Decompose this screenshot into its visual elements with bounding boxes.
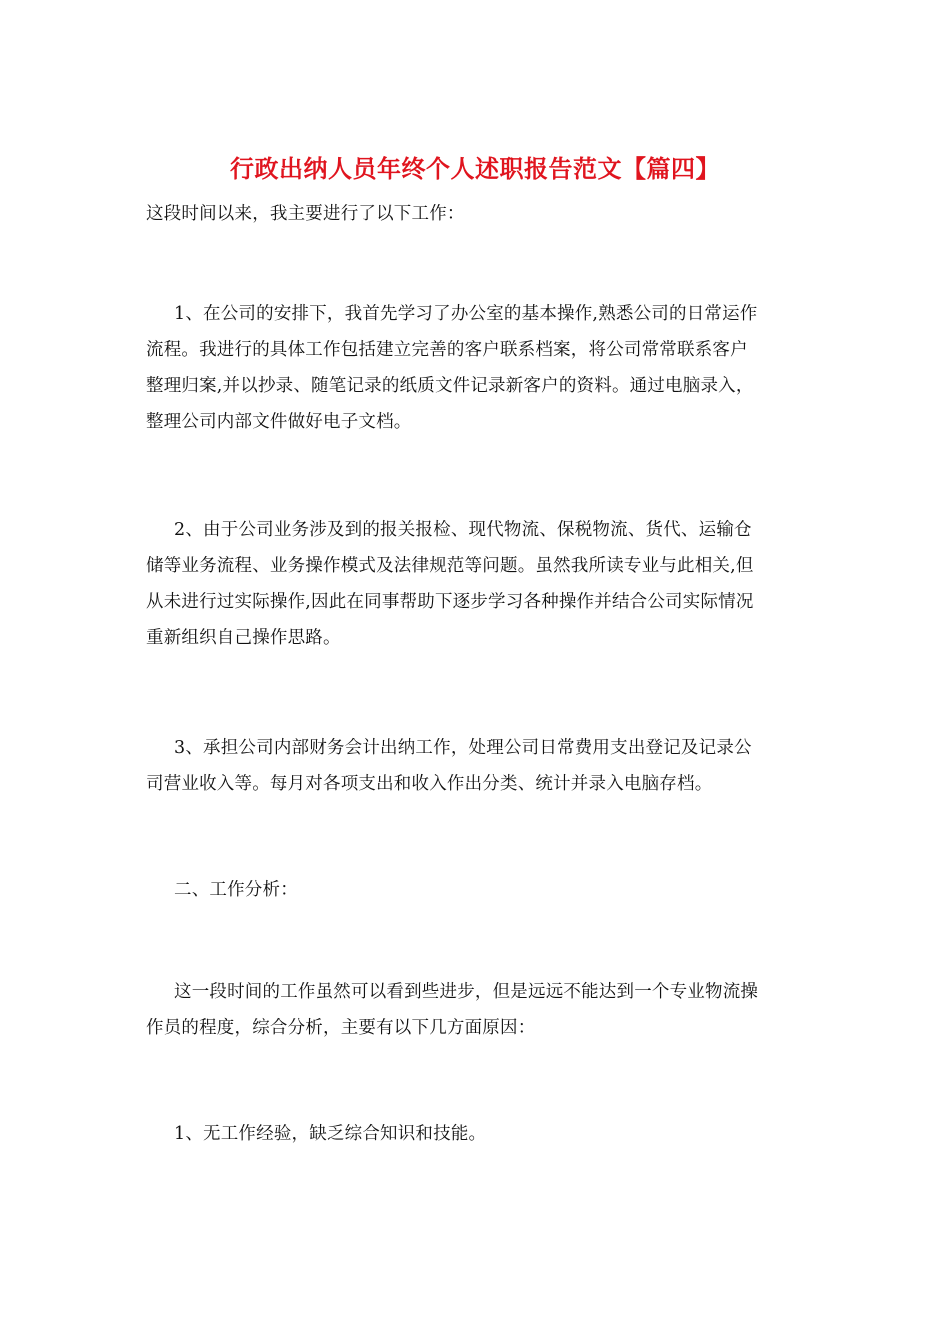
work-item-3-paragraph	[146, 730, 806, 802]
work-item-2-line-2: 储等业务流程、业务操作模式及法律规范等问题。虽然我所读专业与此相关,但	[146, 556, 754, 576]
intro-line: 这段时间以来，我主要进行了以下工作：	[146, 204, 465, 224]
reason-1-line: 1、无工作经验，缺乏综合知识和技能。	[174, 1124, 487, 1144]
reason-1-paragraph	[146, 1116, 806, 1152]
work-item-1-line-3: 整理归案,并以抄录、随笔记录的纸质文件记录新客户的资料。通过电脑录入，	[146, 376, 754, 396]
document-title: 行政出纳人员年终个人述职报告范文【篇四】	[230, 154, 720, 183]
work-item-1-line-2: 流程。我进行的具体工作包括建立完善的客户联系档案，将公司常常联系客户	[146, 340, 748, 360]
work-item-2-paragraph	[146, 512, 806, 656]
work-item-3-line-2: 司营业收入等。每月对各项支出和收入作出分类、统计并录入电脑存档。	[146, 774, 713, 794]
analysis-paragraph	[146, 974, 806, 1046]
work-item-1-paragraph	[146, 296, 806, 440]
analysis-line-1: 这一段时间的工作虽然可以看到些进步，但是远远不能达到一个专业物流操	[174, 982, 759, 1002]
work-item-2-line-1: 2、由于公司业务涉及到的报关报检、现代物流、保税物流、货代、运输仓	[174, 520, 752, 540]
section-2-heading-text: 二、工作分析：	[174, 880, 298, 900]
section-2-heading	[146, 872, 806, 908]
work-item-2-line-3: 从未进行过实际操作,因此在同事帮助下逐步学习各种操作并结合公司实际情况	[146, 592, 754, 612]
intro-paragraph	[146, 196, 806, 232]
work-item-2-line-4: 重新组织自己操作思路。	[146, 628, 341, 648]
work-item-1-line-4: 整理公司内部文件做好电子文档。	[146, 412, 412, 432]
work-item-3-line-1: 3、承担公司内部财务会计出纳工作，处理公司日常费用支出登记及记录公	[174, 738, 752, 758]
analysis-line-2: 作员的程度，综合分析，主要有以下几方面原因：	[146, 1018, 536, 1038]
work-item-1-line-1: 1、在公司的安排下，我首先学习了办公室的基本操作,熟悉公司的日常运作	[174, 304, 758, 324]
